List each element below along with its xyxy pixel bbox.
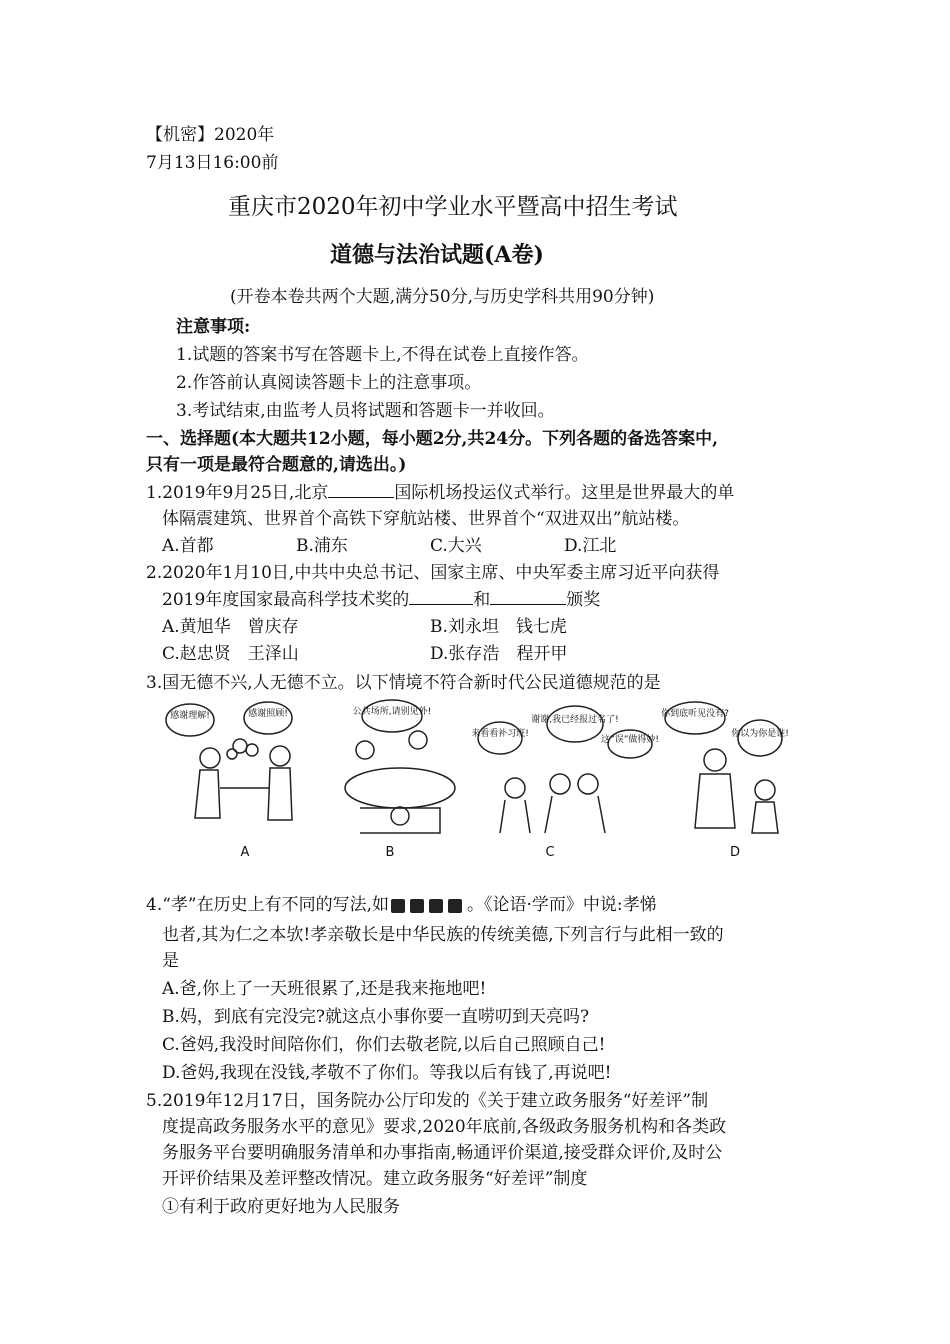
- question-2-line2: 2019年度国家最高科学技术奖的 和 颁奖: [162, 590, 601, 610]
- panel-label-b: B: [385, 845, 395, 860]
- question-4-line3: 是: [162, 951, 179, 971]
- exam-title: 重庆市2020年初中学业水平暨高中招生考试: [228, 194, 678, 220]
- option-b: B.妈，到底有完没完?就这点小事你要一直唠叨到天亮吗?: [162, 1007, 590, 1027]
- option-c: C.大兴: [430, 536, 482, 556]
- question-3-line1: 3.国无德不兴,人无德不立。以下情境不符合新时代公民道德规范的是: [146, 673, 661, 693]
- option-c: C.赵忠贤 王泽山: [162, 644, 299, 664]
- question-5-line3: 务服务平台要明确服务清单和办事指南,畅通评价渠道,接受群众评价,及时公: [162, 1143, 723, 1163]
- panel-label-d: D: [729, 845, 741, 860]
- note-item: 2.作答前认真阅读答题卡上的注意事项。: [176, 373, 482, 393]
- bubble-text: 公共场所,请别见外!: [352, 707, 432, 717]
- section-heading-cont: 只有一项是最符合题意的,请选出。): [146, 455, 407, 475]
- answer-blank: [328, 481, 394, 498]
- question-1-line2: 体隔震建筑、世界首个高铁下穿航站楼、世界首个“双进双出”航站楼。: [162, 509, 690, 529]
- question-5-line1: 5.2019年12月17日，国务院办公厅印发的《关于建立政务服务“好差评”制: [146, 1091, 709, 1111]
- bubble-text: 这“误”做得妙!: [601, 735, 659, 745]
- exam-info: (开卷本卷共两个大题,满分50分,与历史学科共用90分钟): [230, 287, 655, 307]
- question-5-line2: 度提高政务服务水平的意见》要求,2020年底前,各级政务服务机构和各类政: [162, 1117, 727, 1137]
- bubble-text: 谢谢,我已经报过名了!: [531, 715, 619, 725]
- option-a: A.黄旭华 曾庆存: [162, 617, 299, 637]
- panel-d-figure: [665, 702, 782, 833]
- option-a: A.爸,你上了一天班很累了,还是我来拖地吧!: [162, 979, 487, 999]
- panel-label-c: C: [545, 845, 555, 860]
- option-d: D.江北: [564, 536, 617, 556]
- confidential-line1: 【机密】2020年: [146, 125, 275, 145]
- question-2-line1: 2.2020年1月10日,中共中央总书记、国家主席、中央军委主席习近平向获得: [146, 563, 720, 583]
- option-d: D.爸妈,我现在没钱,孝敬不了你们。等我以后有钱了,再说吧!: [162, 1063, 612, 1083]
- note-item: 3.考试结束,由监考人员将试题和答题卡一并收回。: [176, 401, 555, 421]
- option-c: C.爸妈,我没时间陪你们，你们去敬老院,以后自己照顾自己!: [162, 1035, 606, 1055]
- bubble-text: 你到底听见没有?: [661, 709, 729, 719]
- question-1-line1: 1.2019年9月25日,北京 国际机场投运仪式举行。这里是世界最大的单: [146, 483, 735, 503]
- cartoon-illustration: [160, 698, 810, 863]
- bubble-text: 感谢理解!: [170, 711, 210, 721]
- option-b: B.浦东: [296, 536, 348, 556]
- xiao-character-variants-image: [389, 896, 467, 916]
- section-heading: 一、选择题(本大题共12小题，每小题2分,共24分。下列各题的备选答案中,: [146, 429, 719, 449]
- notes-heading: 注意事项:: [176, 317, 251, 337]
- question-4-line2: 也者,其为仁之本欤!孝亲敬长是中华民族的传统美德,下列言行与此相一致的: [162, 925, 724, 945]
- exam-subtitle: 道德与法治试题(A卷): [330, 242, 544, 268]
- panel-c-figure: [478, 706, 652, 833]
- bubble-text: 感谢照顾!: [248, 709, 288, 719]
- answer-blank: [490, 588, 566, 605]
- confidential-line2: 7月13日16:00前: [146, 153, 279, 173]
- answer-blank: [409, 588, 473, 605]
- option-a: A.首都: [162, 536, 214, 556]
- question-5-line4: 开评价结果及差评整改情况。建立政务服务“好差评”制度: [162, 1169, 588, 1189]
- option-b: B.刘永坦 钱七虎: [430, 617, 567, 637]
- panel-b-figure: [345, 700, 455, 833]
- bubble-text: 你以为你是谁!: [731, 729, 789, 739]
- note-item: 1.试题的答案书写在答题卡上,不得在试卷上直接作答。: [176, 345, 589, 365]
- option-d: D.张存浩 程开甲: [430, 644, 568, 664]
- question-4-line1: 4.“孝”在历史上有不同的写法,如 。《论语·学而》中说:孝悌: [146, 895, 657, 915]
- bubble-text: 来看看补习班!: [471, 729, 529, 739]
- statement-1: ①有利于政府更好地为人民服务: [162, 1197, 400, 1217]
- panel-label-a: A: [240, 845, 250, 860]
